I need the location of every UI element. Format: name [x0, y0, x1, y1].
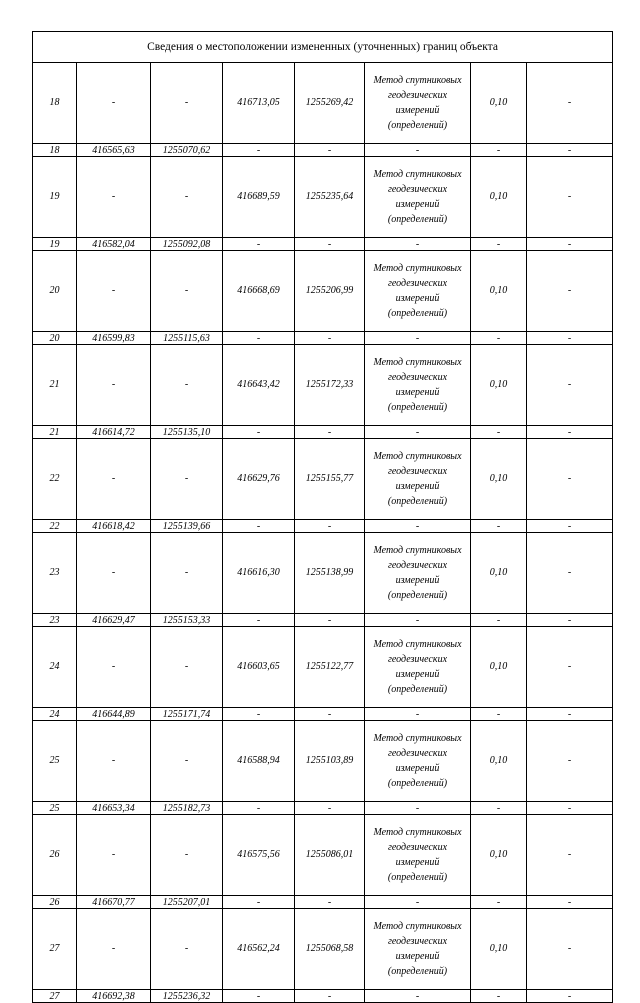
accuracy-cell: 0,10 — [471, 627, 527, 708]
new-x-cell: - — [223, 144, 295, 157]
table-row — [33, 627, 613, 708]
extra-cell: - — [527, 802, 613, 815]
method-cell: - — [365, 426, 471, 439]
method-cell: - — [365, 896, 471, 909]
extra-cell: - — [527, 627, 613, 708]
extra-cell: - — [527, 909, 613, 990]
point-number: 18 — [33, 63, 77, 144]
old-x-cell: - — [77, 721, 151, 802]
old-x-cell: - — [77, 533, 151, 614]
accuracy-cell: 0,10 — [471, 815, 527, 896]
table-row — [33, 238, 613, 251]
method-cell: - — [365, 520, 471, 533]
new-y-cell: - — [295, 332, 365, 345]
method-text: Метод спутниковых геодезических измерений (определений) — [373, 921, 462, 977]
old-x-cell: 416629,47 — [77, 614, 151, 627]
old-x-cell: 416653,34 — [77, 802, 151, 815]
old-x-cell: - — [77, 439, 151, 520]
point-number: 22 — [33, 520, 77, 533]
point-number: 24 — [33, 708, 77, 721]
new-x-cell: - — [223, 238, 295, 251]
old-y-cell: - — [151, 157, 223, 238]
old-y-cell: - — [151, 909, 223, 990]
point-number: 25 — [33, 721, 77, 802]
table-row — [33, 144, 613, 157]
point-number: 24 — [33, 627, 77, 708]
table-row — [33, 439, 613, 520]
point-number: 23 — [33, 533, 77, 614]
old-y-cell: - — [151, 251, 223, 332]
old-y-cell: - — [151, 63, 223, 144]
method-text: Метод спутниковых геодезических измерений (определений) — [373, 169, 462, 225]
extra-cell: - — [527, 708, 613, 721]
accuracy-cell: 0,10 — [471, 439, 527, 520]
new-x-cell: - — [223, 614, 295, 627]
extra-cell: - — [527, 157, 613, 238]
point-number: 22 — [33, 439, 77, 520]
new-y-cell: - — [295, 708, 365, 721]
title-row — [33, 32, 613, 63]
old-x-cell: - — [77, 63, 151, 144]
old-x-cell: - — [77, 157, 151, 238]
old-x-cell: 416692,38 — [77, 990, 151, 1003]
point-number: 18 — [33, 144, 77, 157]
accuracy-cell: 0,10 — [471, 157, 527, 238]
point-number: 27 — [33, 909, 77, 990]
extra-cell: - — [527, 520, 613, 533]
new-y-cell: 1255138,99 — [295, 533, 365, 614]
accuracy-cell: - — [471, 896, 527, 909]
extra-cell: - — [527, 63, 613, 144]
accuracy-cell: 0,10 — [471, 533, 527, 614]
new-x-cell: 416616,30 — [223, 533, 295, 614]
new-x-cell: - — [223, 990, 295, 1003]
new-x-cell: 416603,65 — [223, 627, 295, 708]
table-row — [33, 721, 613, 802]
method-cell — [365, 157, 471, 238]
old-y-cell: 1255070,62 — [151, 144, 223, 157]
accuracy-cell: 0,10 — [471, 63, 527, 144]
method-cell: - — [365, 144, 471, 157]
old-y-cell: 1255207,01 — [151, 896, 223, 909]
new-y-cell: 1255155,77 — [295, 439, 365, 520]
point-number: 19 — [33, 238, 77, 251]
old-y-cell: 1255182,73 — [151, 802, 223, 815]
extra-cell: - — [527, 614, 613, 627]
old-x-cell: 416618,42 — [77, 520, 151, 533]
point-number: 27 — [33, 990, 77, 1003]
new-x-cell: 416588,94 — [223, 721, 295, 802]
document-page — [32, 31, 612, 1003]
extra-cell: - — [527, 815, 613, 896]
old-x-cell: 416670,77 — [77, 896, 151, 909]
old-x-cell: - — [77, 251, 151, 332]
old-y-cell: - — [151, 815, 223, 896]
accuracy-cell: - — [471, 614, 527, 627]
point-number: 25 — [33, 802, 77, 815]
table-row — [33, 520, 613, 533]
method-cell: - — [365, 332, 471, 345]
new-x-cell: 416668,69 — [223, 251, 295, 332]
old-y-cell: 1255171,74 — [151, 708, 223, 721]
method-cell — [365, 439, 471, 520]
old-x-cell: 416614,72 — [77, 426, 151, 439]
new-y-cell: - — [295, 990, 365, 1003]
method-cell: - — [365, 802, 471, 815]
table-row — [33, 426, 613, 439]
table-row — [33, 533, 613, 614]
table-row — [33, 63, 613, 144]
extra-cell: - — [527, 238, 613, 251]
old-x-cell: - — [77, 815, 151, 896]
extra-cell: - — [527, 144, 613, 157]
accuracy-cell: - — [471, 802, 527, 815]
old-y-cell: - — [151, 439, 223, 520]
old-y-cell: 1255153,33 — [151, 614, 223, 627]
new-y-cell: 1255206,99 — [295, 251, 365, 332]
point-number: 21 — [33, 426, 77, 439]
old-x-cell: 416565,63 — [77, 144, 151, 157]
new-y-cell: - — [295, 896, 365, 909]
method-text: Метод спутниковых геодезических измерений (определений) — [373, 75, 462, 131]
table-row — [33, 815, 613, 896]
new-y-cell: - — [295, 238, 365, 251]
old-y-cell: 1255236,32 — [151, 990, 223, 1003]
method-cell — [365, 815, 471, 896]
table-title: Сведения о местоположении измененных (уточненных) границ объекта — [33, 32, 613, 63]
new-x-cell: 416643,42 — [223, 345, 295, 426]
new-x-cell: - — [223, 896, 295, 909]
old-y-cell: 1255115,63 — [151, 332, 223, 345]
accuracy-cell: - — [471, 332, 527, 345]
new-y-cell: - — [295, 426, 365, 439]
extra-cell: - — [527, 332, 613, 345]
new-y-cell: 1255172,33 — [295, 345, 365, 426]
new-x-cell: - — [223, 426, 295, 439]
accuracy-cell: 0,10 — [471, 721, 527, 802]
table-row — [33, 157, 613, 238]
old-x-cell: 416582,04 — [77, 238, 151, 251]
old-y-cell: 1255092,08 — [151, 238, 223, 251]
method-cell: - — [365, 990, 471, 1003]
old-x-cell: 416599,83 — [77, 332, 151, 345]
method-cell — [365, 721, 471, 802]
new-x-cell: 416713,05 — [223, 63, 295, 144]
accuracy-cell: 0,10 — [471, 909, 527, 990]
old-y-cell: - — [151, 721, 223, 802]
table-row — [33, 990, 613, 1003]
new-y-cell: 1255269,42 — [295, 63, 365, 144]
old-x-cell: 416644,89 — [77, 708, 151, 721]
point-number: 26 — [33, 896, 77, 909]
new-x-cell: 416629,76 — [223, 439, 295, 520]
table-row — [33, 251, 613, 332]
new-y-cell: - — [295, 802, 365, 815]
point-number: 23 — [33, 614, 77, 627]
new-x-cell: - — [223, 520, 295, 533]
old-y-cell: - — [151, 627, 223, 708]
table-row — [33, 896, 613, 909]
method-cell: - — [365, 238, 471, 251]
table-row — [33, 909, 613, 990]
old-x-cell: - — [77, 909, 151, 990]
method-cell — [365, 909, 471, 990]
new-y-cell: 1255103,89 — [295, 721, 365, 802]
method-text: Метод спутниковых геодезических измерений (определений) — [373, 357, 462, 413]
table-body — [33, 32, 613, 1003]
point-number: 19 — [33, 157, 77, 238]
new-y-cell: 1255235,64 — [295, 157, 365, 238]
method-cell: - — [365, 708, 471, 721]
method-cell — [365, 251, 471, 332]
method-text: Метод спутниковых геодезических измерений (определений) — [373, 639, 462, 695]
extra-cell: - — [527, 533, 613, 614]
method-cell — [365, 345, 471, 426]
new-x-cell: 416562,24 — [223, 909, 295, 990]
table-row — [33, 332, 613, 345]
table-row — [33, 614, 613, 627]
method-text: Метод спутниковых геодезических измерений (определений) — [373, 263, 462, 319]
new-x-cell: 416575,56 — [223, 815, 295, 896]
method-cell — [365, 627, 471, 708]
new-x-cell: - — [223, 332, 295, 345]
method-text: Метод спутниковых геодезических измерений (определений) — [373, 545, 462, 601]
extra-cell: - — [527, 990, 613, 1003]
old-y-cell: 1255135,10 — [151, 426, 223, 439]
method-cell — [365, 63, 471, 144]
new-y-cell: 1255068,58 — [295, 909, 365, 990]
accuracy-cell: 0,10 — [471, 345, 527, 426]
method-cell: - — [365, 614, 471, 627]
table-row — [33, 345, 613, 426]
point-number: 20 — [33, 332, 77, 345]
new-y-cell: - — [295, 520, 365, 533]
point-number: 26 — [33, 815, 77, 896]
method-text: Метод спутниковых геодезических измерений (определений) — [373, 733, 462, 789]
extra-cell: - — [527, 721, 613, 802]
extra-cell: - — [527, 439, 613, 520]
old-x-cell: - — [77, 345, 151, 426]
accuracy-cell: - — [471, 426, 527, 439]
extra-cell: - — [527, 896, 613, 909]
accuracy-cell: - — [471, 238, 527, 251]
old-x-cell: - — [77, 627, 151, 708]
old-y-cell: 1255139,66 — [151, 520, 223, 533]
method-cell — [365, 533, 471, 614]
accuracy-cell: - — [471, 520, 527, 533]
method-text: Метод спутниковых геодезических измерений (определений) — [373, 827, 462, 883]
new-x-cell: 416689,59 — [223, 157, 295, 238]
old-y-cell: - — [151, 345, 223, 426]
new-x-cell: - — [223, 708, 295, 721]
old-y-cell: - — [151, 533, 223, 614]
new-y-cell: - — [295, 144, 365, 157]
accuracy-cell: - — [471, 990, 527, 1003]
accuracy-cell: - — [471, 144, 527, 157]
extra-cell: - — [527, 345, 613, 426]
new-y-cell: 1255122,77 — [295, 627, 365, 708]
boundary-table — [32, 31, 613, 1003]
new-x-cell: - — [223, 802, 295, 815]
table-row — [33, 708, 613, 721]
point-number: 21 — [33, 345, 77, 426]
point-number: 20 — [33, 251, 77, 332]
extra-cell: - — [527, 426, 613, 439]
new-y-cell: 1255086,01 — [295, 815, 365, 896]
method-text: Метод спутниковых геодезических измерений (определений) — [373, 451, 462, 507]
new-y-cell: - — [295, 614, 365, 627]
table-row — [33, 802, 613, 815]
accuracy-cell: - — [471, 708, 527, 721]
accuracy-cell: 0,10 — [471, 251, 527, 332]
extra-cell: - — [527, 251, 613, 332]
